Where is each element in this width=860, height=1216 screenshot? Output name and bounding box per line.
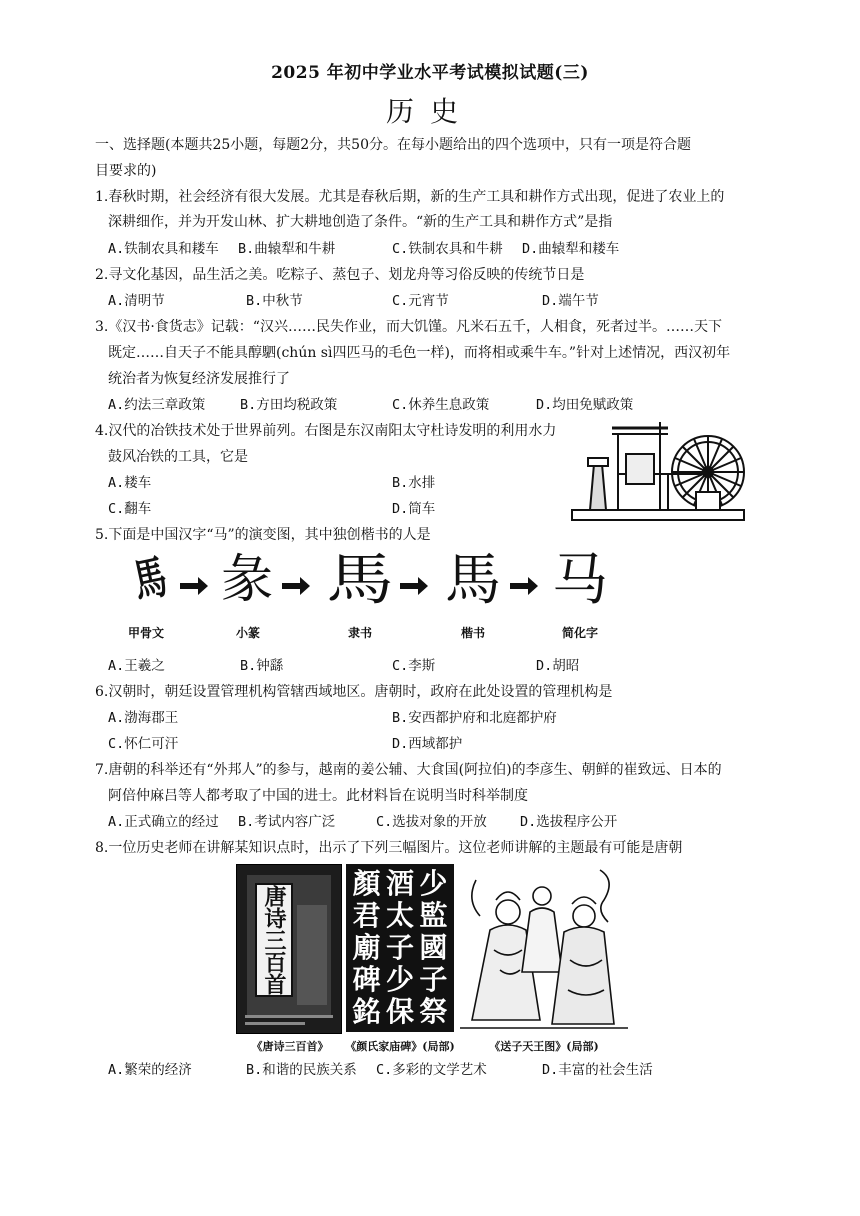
question-7-option-d[interactable]: D.选拔程序公开 — [520, 814, 618, 830]
question-3-option-c[interactable]: C.休养生息政策 — [392, 397, 490, 413]
question-4-option-c[interactable]: C.翻车 — [108, 501, 152, 517]
label-oracle-bone: 甲骨文 — [127, 626, 164, 640]
stele-character: 君 — [352, 899, 381, 932]
exam-title: 2025 年初中学业水平考试模拟试题(三) — [271, 63, 589, 83]
stele-character: 國 — [419, 931, 448, 964]
stele-character: 碑 — [352, 963, 381, 996]
question-3-option-d[interactable]: D.均田免赋政策 — [536, 397, 634, 413]
caption-yan-stele: 《颜氏家庙碑》(局部) — [345, 1040, 455, 1053]
stele-character: 廟 — [352, 931, 381, 964]
question-8-option-d[interactable]: D.丰富的社会生活 — [542, 1062, 653, 1078]
question-8-option-b[interactable]: B.和谐的民族关系 — [246, 1062, 357, 1078]
heavenly-king-painting — [460, 860, 628, 1034]
question-6-option-a[interactable]: A.渤海郡王 — [108, 710, 179, 726]
stele-character: 子 — [419, 963, 448, 996]
label-small-seal: 小篆 — [235, 626, 260, 640]
section-instructions: 一、选择题(本题共25小题，每题2分，共50分。在每小题给出的四个选项中，只有一项是符合题 — [95, 137, 691, 153]
question-3-option-a[interactable]: A.约法三章政策 — [108, 397, 206, 413]
stele-character: 少 — [419, 867, 448, 900]
question-2-option-b[interactable]: B.中秋节 — [246, 293, 303, 309]
caption-heavenly-king: 《送子天王图》(局部) — [489, 1040, 599, 1053]
question-8-stem: 8.一位历史老师在讲解某知识点时，出示了下列三幅图片。这位老师讲解的主题最有可能是唐朝 — [95, 840, 683, 856]
stele-character: 酒 — [386, 867, 415, 900]
question-1-option-c[interactable]: C.铁制农具和牛耕 — [392, 241, 503, 257]
label-regular: 楷书 — [460, 626, 485, 640]
question-5-option-c[interactable]: C.李斯 — [392, 658, 436, 674]
stele-character: 顏 — [352, 867, 381, 900]
tang-poems-book-cover — [236, 864, 342, 1034]
regular-horse-glyph: 馬 — [445, 548, 501, 613]
question-8-option-c[interactable]: C.多彩的文学艺术 — [376, 1062, 487, 1078]
yan-family-stele-rubbing — [346, 864, 454, 1032]
question-7-option-b[interactable]: B.考试内容广泛 — [238, 814, 336, 830]
question-6-option-d[interactable]: D.西域都护 — [392, 736, 463, 752]
simplified-horse-glyph: 马 — [552, 548, 608, 613]
stele-character: 保 — [386, 995, 415, 1028]
question-6-option-c[interactable]: C.怀仁可汗 — [108, 736, 179, 752]
question-7-option-c[interactable]: C.选拔对象的开放 — [376, 814, 487, 830]
question-3-stem-cont-2: 统治者为恢复经济发展推行了 — [108, 371, 290, 387]
question-5-stem: 5.下面是中国汉字“马”的演变图，其中独创楷书的人是 — [95, 527, 431, 543]
question-7-option-a[interactable]: A.正式确立的经过 — [108, 814, 219, 830]
label-simplified: 简化字 — [561, 626, 598, 640]
question-4-option-a[interactable]: A.耧车 — [108, 475, 152, 491]
question-1-option-a[interactable]: A.铁制农具和耧车 — [108, 241, 219, 257]
question-4-stem: 4.汉代的冶铁技术处于世界前列。右图是东汉南阳太守杜诗发明的利用水力 — [95, 423, 557, 439]
stele-character: 銘 — [352, 995, 381, 1028]
question-4-option-b[interactable]: B.水排 — [392, 475, 436, 491]
stele-characters — [350, 868, 450, 1028]
arrow-icon — [180, 577, 208, 595]
question-5-option-b[interactable]: B.钟繇 — [240, 658, 284, 674]
oracle-bone-horse-glyph: 馬 — [128, 549, 172, 609]
subject-title: 历史 — [385, 95, 474, 128]
question-1-stem-cont: 深耕细作，并为开发山林、扩大耕地创造了条件。“新的生产工具和耕作方式”是指 — [108, 214, 613, 230]
stele-character: 子 — [386, 931, 415, 964]
question-2-option-d[interactable]: D.端午节 — [542, 293, 599, 309]
question-6-stem: 6.汉朝时，朝廷设置管理机构管辖西域地区。唐朝时，政府在此处设置的管理机构是 — [95, 684, 613, 700]
arrow-icon — [282, 577, 310, 595]
question-1-stem: 1.春秋时期，社会经济有很大发展。尤其是春秋后期，新的生产工具和耕作方式出现，促进了农业上的 — [95, 189, 725, 205]
stele-character: 監 — [419, 899, 448, 932]
question-5-option-d[interactable]: D.胡昭 — [536, 658, 580, 674]
question-3-option-b[interactable]: B.方田均税政策 — [240, 397, 338, 413]
small-seal-horse-glyph: 彖 — [220, 550, 273, 610]
question-7-stem: 7.唐朝的科举还有“外邦人”的参与，越南的姜公辅、大食国(阿拉伯)的李彦生、朝鲜的崔致远、日本的 — [95, 762, 722, 778]
clerical-horse-glyph: 馬 — [326, 548, 394, 613]
book-title: 唐诗三百首 — [255, 883, 293, 997]
question-4-stem-cont: 鼓风冶铁的工具，它是 — [108, 449, 248, 465]
question-3-stem-cont: 既定……自天子不能具醇駟(chún sì四匹马的毛色一样)，而将相或乘牛车。”针对上述情况，西汉初年 — [108, 345, 731, 361]
question-8-option-a[interactable]: A.繁荣的经济 — [108, 1062, 192, 1078]
question-1-option-d[interactable]: D.曲辕犁和耧车 — [522, 241, 620, 257]
arrow-icon — [510, 577, 538, 595]
question-4-option-d[interactable]: D.筒车 — [392, 501, 436, 517]
question-3-stem: 3.《汉书·食货志》记载：“汉兴……民失作业，而大饥馑。凡米石五千，人相食，死者过半。……天下 — [95, 319, 722, 335]
question-5-option-a[interactable]: A.王羲之 — [108, 658, 165, 674]
section-instructions-cont: 目要求的) — [95, 163, 157, 179]
question-1-option-b[interactable]: B.曲辕犁和牛耕 — [238, 241, 336, 257]
stele-character: 祭 — [419, 995, 448, 1028]
stele-character: 少 — [386, 963, 415, 996]
horse-character-evolution — [118, 548, 618, 643]
question-2-stem: 2.寻文化基因，品生活之美。吃粽子、蒸包子、划龙舟等习俗反映的传统节日是 — [95, 267, 585, 283]
label-clerical: 隶书 — [347, 626, 372, 640]
question-7-stem-cont: 阿倍仲麻吕等人都考取了中国的进士。此材料旨在说明当时科举制度 — [108, 788, 528, 804]
question-2-option-a[interactable]: A.清明节 — [108, 293, 165, 309]
stele-character: 太 — [386, 899, 415, 932]
question-2-option-c[interactable]: C.元宵节 — [392, 293, 449, 309]
question-6-option-b[interactable]: B.安西都护府和北庭都护府 — [392, 710, 557, 726]
water-bellows-illustration — [568, 414, 748, 524]
caption-tang-poems: 《唐诗三百首》 — [251, 1040, 329, 1053]
